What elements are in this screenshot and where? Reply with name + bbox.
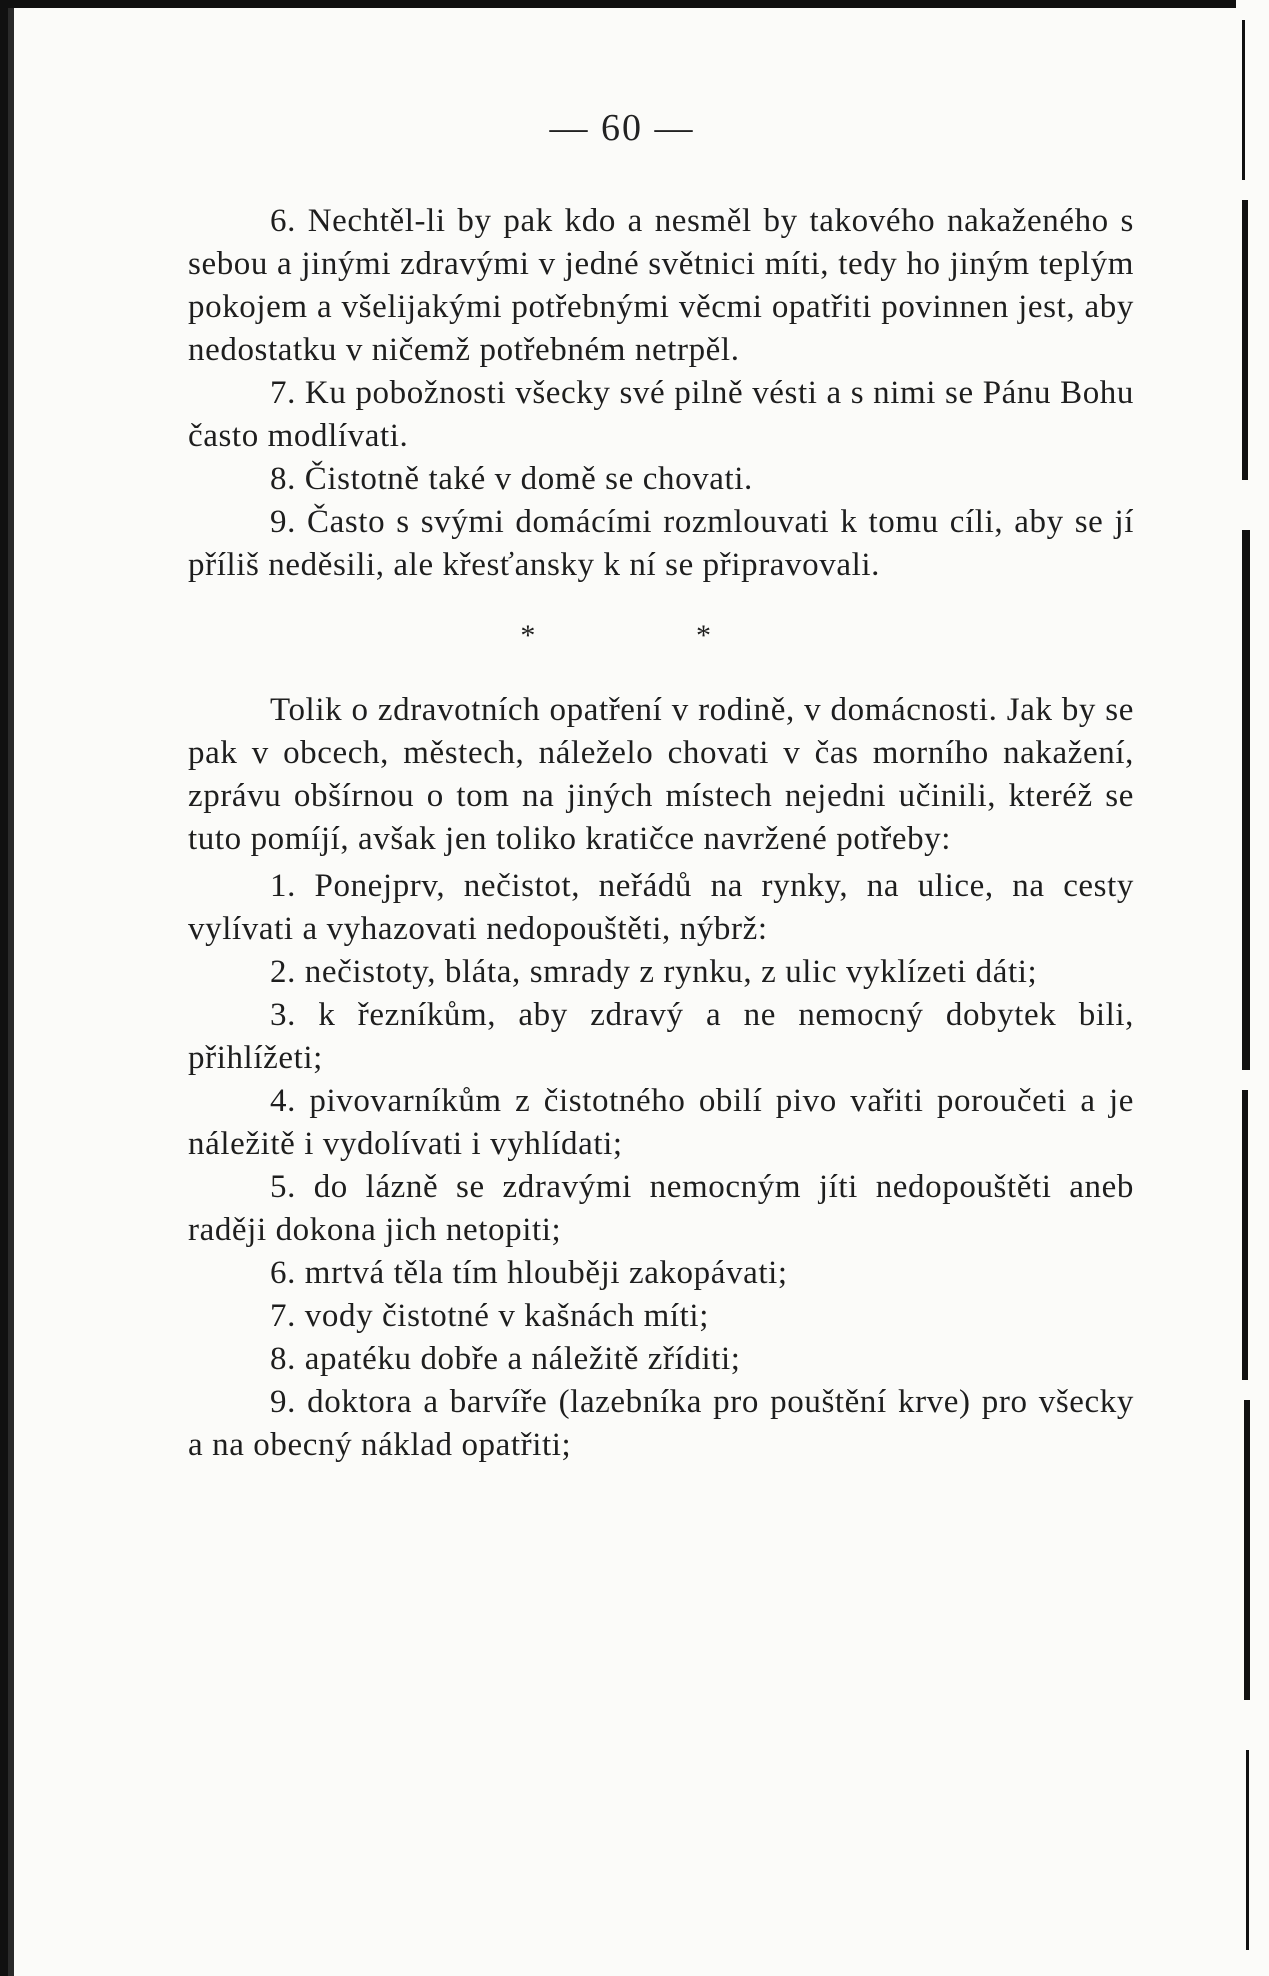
paragraph-8: 8. Čistotně také v domě se chovati. [270,461,753,497]
list-item: 8. apatéku dobře a náležitě zříditi; [270,1341,741,1377]
left-margin-line [8,8,14,1976]
document-page [8,8,1236,1976]
intro-paragraph: Tolik o zdravotních opatření v rodině, v domácnosti. Jak by se pak v obcech, městech, náleželo chovati v čas morního nakažení, zprávu obšírnou o tom na jiných místech nejedni učinili, kteréž se tuto pomíjí, avšak jen toliko kratičce navržené potřeby: [188,692,1134,857]
body-text [188,200,1134,1467]
list-item: 9. doktora a barvíře (lazebníka pro pouštění krve) pro všecky a na obecný náklad opatřiti; [188,1384,1134,1463]
list-item: 2. nečistoty, bláta, smrady z rynku, z ulic vyklízeti dáti; [270,954,1038,990]
list-item: 6. mrtvá těla tím hlouběji zakopávati; [270,1255,788,1291]
edge-mark [1242,530,1250,1070]
edge-mark [1242,1090,1248,1380]
edge-mark [1242,20,1245,180]
measures-list [188,865,1134,1467]
edge-mark [1246,1750,1249,1950]
list-item: 1. Ponejprv, nečistot, neřádů na rynky, na ulice, na cesty vylívati a vyhazovati nedopouštěti, nýbrž: [188,868,1134,947]
section-separator [188,587,1134,689]
list-item: 4. pivovarníkům z čistotného obilí pivo vařiti poroučeti a je náležitě i vydolívati i vyhlídati; [188,1083,1134,1162]
page-number: — 60 — [549,107,695,149]
paragraph-9: 9. Často s svými domácími rozmlouvati k tomu cíli, aby se jí příliš neděsili, ale křesťansky k ní se připravovali. [188,504,1134,583]
next-page-edge [1236,0,1269,1976]
separator-asterisk: * [520,618,536,652]
paragraph-7: 7. Ku pobožnosti všecky své pilně vésti a s nimi se Pánu Bohu často modlívati. [188,375,1134,454]
edge-mark [1244,1400,1250,1700]
separator-asterisk: * [696,618,712,652]
list-item: 3. k řezníkům, aby zdravý a ne nemocný dobytek bili, přihlížeti; [188,997,1134,1076]
list-item: 7. vody čistotné v kašnách míti; [270,1298,709,1334]
paragraph-6: 6. Nechtěl-li by pak kdo a nesměl by takového nakaženého s sebou a jinými zdravými v jedné světnici míti, tedy ho jiným teplým pokojem a všelijakými potřebnými věcmi opatřiti povinnen jest, aby nedostatku v ničemž potřebném netrpěl. [188,203,1134,368]
edge-mark [1242,200,1248,480]
list-item: 5. do lázně se zdravými nemocným jíti nedopouštěti aneb raději dokona jich netopiti; [188,1169,1134,1248]
